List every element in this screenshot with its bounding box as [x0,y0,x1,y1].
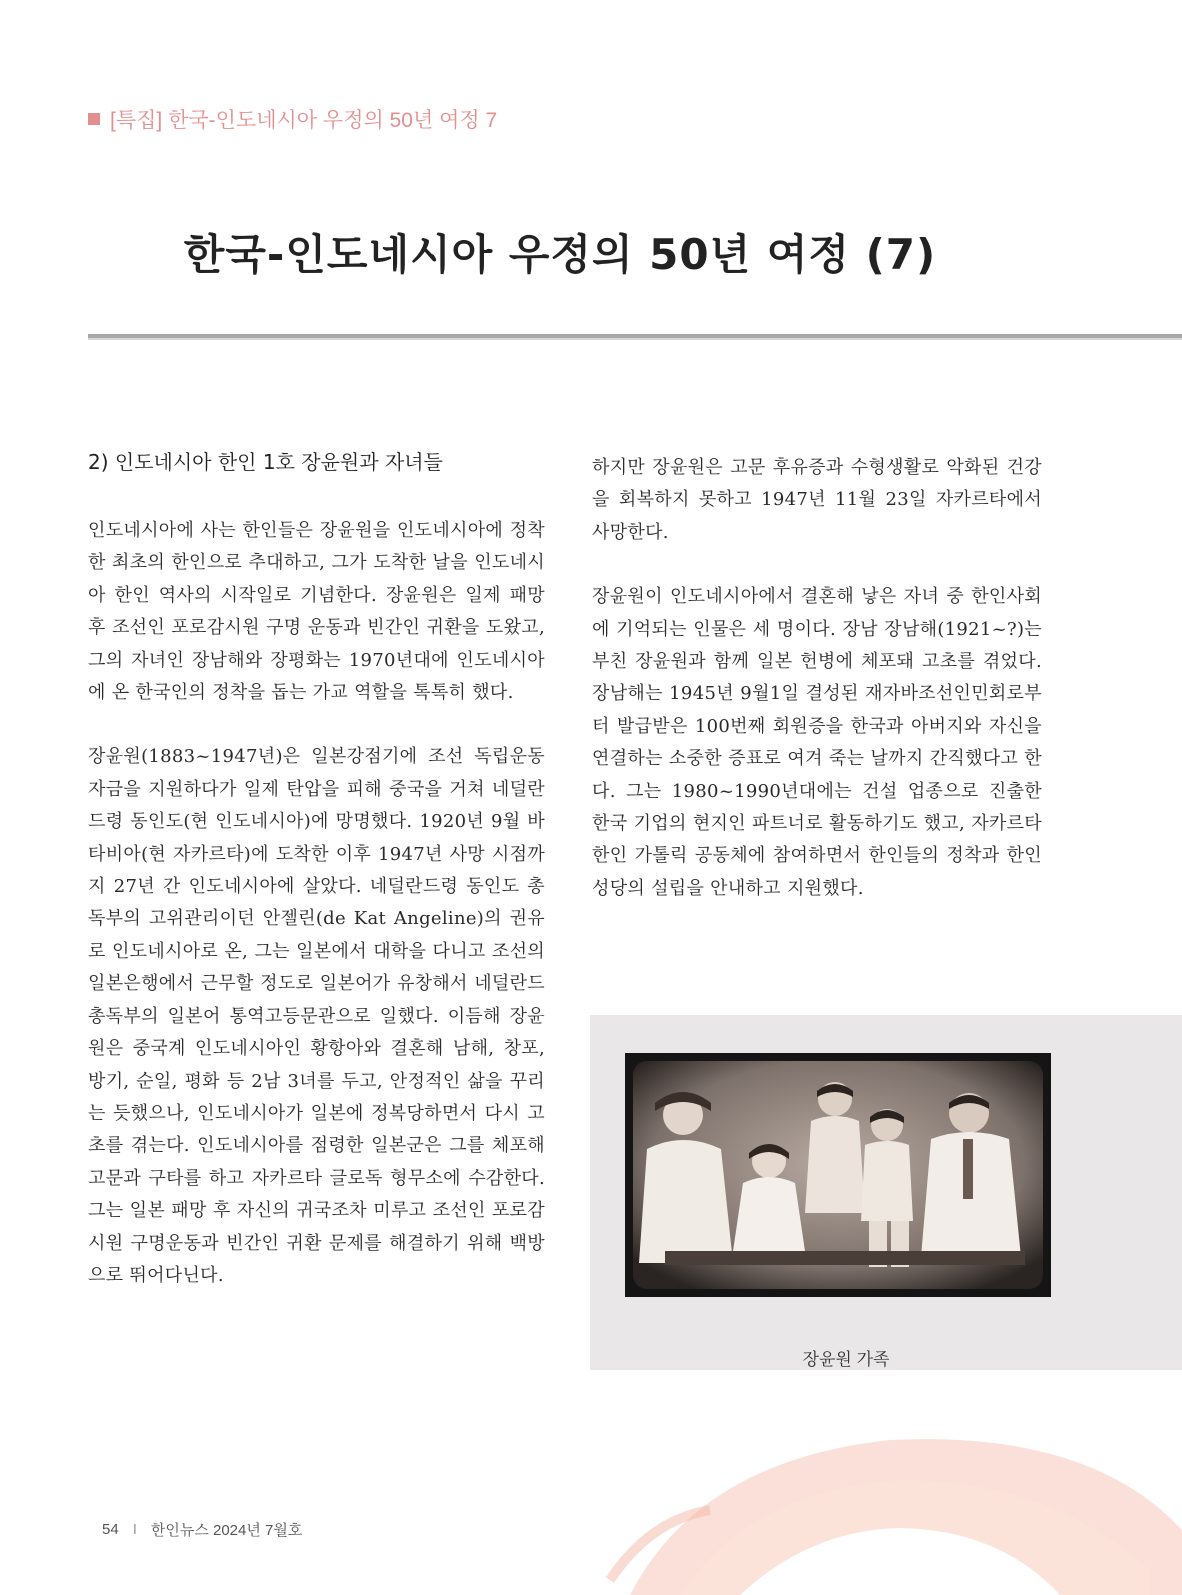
footer-separator: I [132,1521,137,1538]
publication-name: 한인뉴스 2024년 7월호 [150,1522,303,1539]
right-column [592,452,1042,937]
title-divider [88,334,1182,340]
left-paragraph-1: 인도네시아에 사는 한인들은 장윤원을 인도네시아에 정착한 최초의 한인으로 추대하고, 그가 도착한 날을 인도네시아 한인 역사의 시작일로 기념한다. 장윤원은 일제 패망 후 조선인 포로감시원 구명 운동과 빈간인 귀환을 도왔고, 그의 자녀인 장남해와 장평화는 1970년대에 인도네시아에 온 한국인의 정착을 돕는 가교 역할을 톡톡히 했다. [88,520,545,704]
decorative-watercolor [590,1370,1182,1595]
family-photo [625,1053,1051,1297]
photo-panel [590,1015,1182,1370]
page-title: 한국-인도네시아 우정의 50년 여정 (7) [183,230,937,279]
right-paragraph-2: 장윤원이 인도네시아에서 결혼해 낳은 자녀 중 한인사회에 기억되는 인물은 세 명이다. 장남 장남해(1921~?)는 부친 장윤원과 함께 일본 헌병에 체포돼 고초를 겪었다. 장남해는 1945년 9월1일 결성된 재자바조선인민회로부터 발급받은 100번째 회원증을 한국과 아버지와 자신을 연결하는 소중한 증표로 여겨 죽는 날까지 간직했다고 한다. 그는 1980~1990년대에는 건설 업종으로 진출한 한국 기업의 현지인 파트너로 활동하기도 했고, 자카르타 한인 가톨릭 공동체에 참여하면서 한인들의 정착과 한인성당의 설립을 안내하고 지원했다. [592,586,1042,899]
family-photo-image [625,1053,1051,1297]
square-bullet-icon [88,113,100,125]
left-column [88,446,545,1324]
section-tag-text: [특집] 한국-인도네시아 우정의 50년 여정 7 [110,109,498,132]
right-paragraph-1: 하지만 장윤원은 고문 후유증과 수형생활로 악화된 건강을 회복하지 못하고 1947년 11월 23일 자카르타에서 사망한다. [592,457,1042,543]
section-heading: 2) 인도네시아 한인 1호 장윤원과 자녀들 [88,450,443,474]
left-paragraph-2: 장윤원(1883~1947년)은 일본강점기에 조선 독립운동 자금을 지원하다가 일제 탄압을 피해 중국을 거쳐 네덜란드령 동인도(현 인도네시아)에 망명했다. 1920년 9월 바타비아(현 자카르타)에 도착한 이후 1947년 사망 시점까지 27년 간 인도네시아에 살았다. 네덜란드령 동인도 총독부의 고위관리이던 안젤린(de Kat Angeline)의 권유로 인도네시아로 온, 그는 일본에서 대학을 다니고 조선의 일본은행에서 근무할 정도로 일본어가 유창해서 네덜란드 총독부의 일본어 통역고등문관으로 일했다. 이듬해 장윤원은 중국계 인도네시아인 황항아와 결혼해 남해, 창포, 방기, 순일, 평화 등 2남 3녀를 두고, 안정적인 삶을 꾸리는 듯했으나, 인도네시아가 일본에 정복당하면서 다시 고초를 겪는다. 인도네시아를 점령한 일본군은 그를 체포해 고문과 구타를 하고 자카르타 글로독 형무소에 수감한다. 그는 일본 패망 후 자신의 귀국조차 미루고 조선인 포로감시원 구명운동과 빈간인 귀환 문제를 해결하기 위해 백방으로 뛰어다닌다. [88,746,545,1286]
page-number: 54 [102,1521,119,1538]
section-tag [88,104,497,134]
photo-caption: 장윤원 가족 [802,1350,890,1369]
page-footer [102,1519,302,1540]
